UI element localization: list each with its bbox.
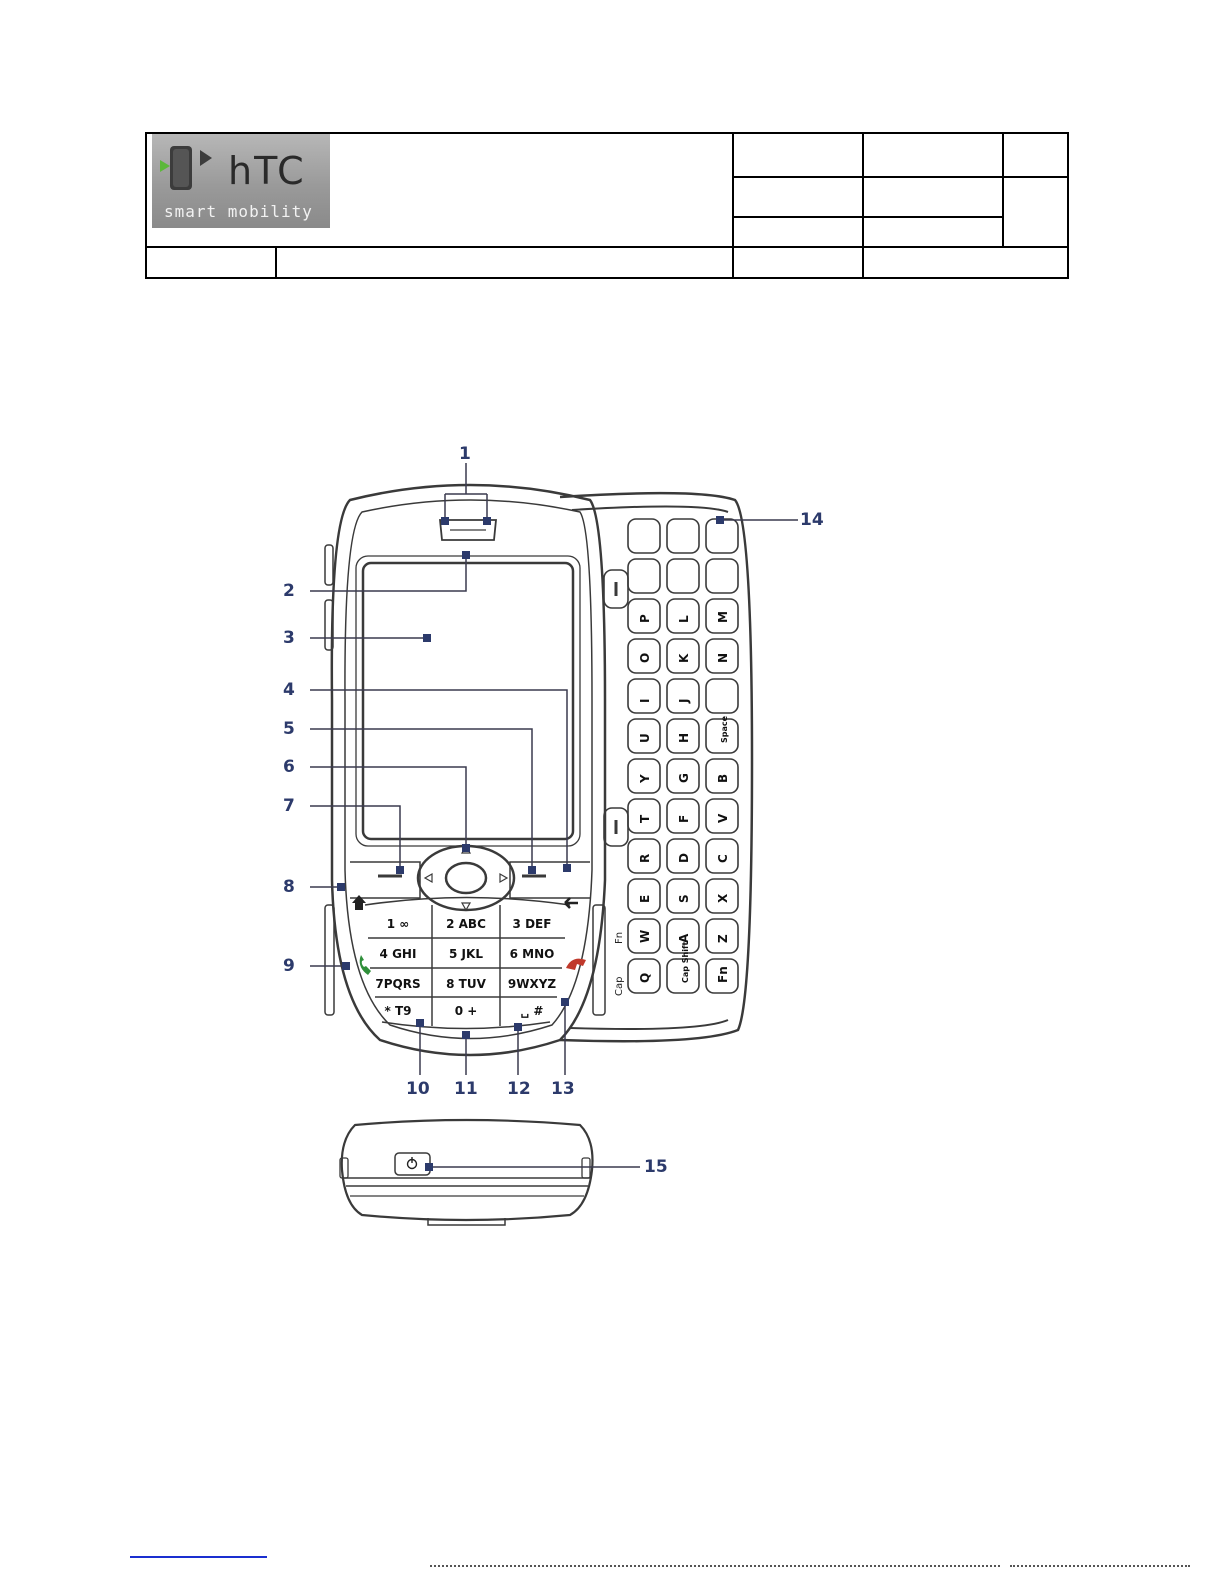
keypad-key-label: 1 ∞ <box>386 917 410 931</box>
keyboard-key <box>706 559 738 593</box>
keyboard-key-label: R <box>638 853 652 863</box>
keyboard-key-label: N <box>716 652 730 663</box>
footer-dotted-rule <box>430 1565 1000 1567</box>
callout-3: 3 <box>283 628 295 648</box>
keyboard-key-label: E <box>638 894 652 903</box>
footer-dotted-rule <box>1010 1565 1190 1567</box>
callout-4: 4 <box>283 680 295 700</box>
keyboard-key-label: H <box>677 732 691 743</box>
end-call-icon <box>566 959 586 970</box>
keypad-key-label: 4 GHI <box>379 947 417 961</box>
fn-side-label: Fn <box>614 931 625 944</box>
keypad-key-label: 3 DEF <box>512 917 552 931</box>
keyboard-key-label: D <box>677 853 691 863</box>
callout-1: 1 <box>459 444 471 464</box>
callout-7: 7 <box>283 796 295 816</box>
keyboard-key <box>667 519 699 553</box>
callout-6: 6 <box>283 757 295 777</box>
keyboard-key-label: I <box>638 698 652 703</box>
keyboard-key <box>667 679 699 713</box>
keypad-key-label: 6 MNO <box>509 947 555 961</box>
keypad-key-label: 2 ABC <box>446 917 486 931</box>
keyboard-key-label: S <box>677 894 691 903</box>
keyboard-key-label: P <box>638 614 652 623</box>
keyboard-key-label: V <box>716 813 730 823</box>
keyboard-key-label: T <box>638 814 652 823</box>
keyboard-key <box>706 679 738 713</box>
callout-15: 15 <box>644 1157 668 1177</box>
keyboard-key-label: Q <box>638 972 652 983</box>
callout-10: 10 <box>406 1079 430 1099</box>
call-icon <box>360 955 371 975</box>
keypad-key-label: * T9 <box>384 1004 412 1018</box>
keyboard-key-label: G <box>677 773 691 783</box>
keyboard-key <box>628 559 660 593</box>
keyboard-key-label: U <box>638 733 652 743</box>
keyboard-key-label: A <box>677 933 691 943</box>
keyboard-key-label: W <box>638 929 652 943</box>
callout-14: 14 <box>800 510 824 530</box>
keyboard-key-label: X <box>716 893 730 903</box>
keyboard-key-label: L <box>677 615 691 623</box>
cap-side-label: Cap <box>614 976 625 996</box>
keyboard-key-label: B <box>716 773 730 783</box>
keyboard-key-label: Y <box>638 774 652 783</box>
keypad-key-label: 5 JKL <box>449 947 483 961</box>
callout-9: 9 <box>283 956 295 976</box>
callout-5: 5 <box>283 719 295 739</box>
keyboard-key-label: Z <box>716 934 730 943</box>
keyboard-key <box>628 519 660 553</box>
keyboard-key <box>667 559 699 593</box>
callout-13: 13 <box>551 1079 575 1099</box>
back-icon <box>565 898 578 908</box>
keyboard-key <box>628 679 660 713</box>
callout-11: 11 <box>454 1079 478 1099</box>
keyboard-key-label: Cap Shift <box>681 941 690 983</box>
keypad-key-label: 7PQRS <box>375 977 421 991</box>
keypad-key-label: ␣ # <box>520 1004 544 1018</box>
keypad-key-label: 0 + <box>454 1004 478 1018</box>
keyboard-key <box>706 519 738 553</box>
callout-12: 12 <box>507 1079 531 1099</box>
keyboard-key-label: F <box>677 814 691 823</box>
keyboard-key-label: Space <box>720 715 729 743</box>
keypad-key-label: 8 TUV <box>446 977 486 991</box>
logo-tagline: smart mobility <box>164 202 313 221</box>
keyboard-key-label: J <box>677 698 691 703</box>
keyboard-key-label: M <box>716 611 730 623</box>
keyboard-key-label: C <box>716 854 730 863</box>
keyboard-key-label: Fn <box>716 966 730 983</box>
callout-2: 2 <box>283 581 295 601</box>
keyboard-key-label: O <box>638 652 652 663</box>
keypad-key-label: 9WXYZ <box>507 977 557 991</box>
callout-8: 8 <box>283 877 295 897</box>
logo-wordmark: hTC <box>228 149 306 193</box>
footer-link-underline <box>130 1556 267 1558</box>
keyboard-key-label: K <box>677 653 691 663</box>
power-icon <box>408 1157 417 1169</box>
